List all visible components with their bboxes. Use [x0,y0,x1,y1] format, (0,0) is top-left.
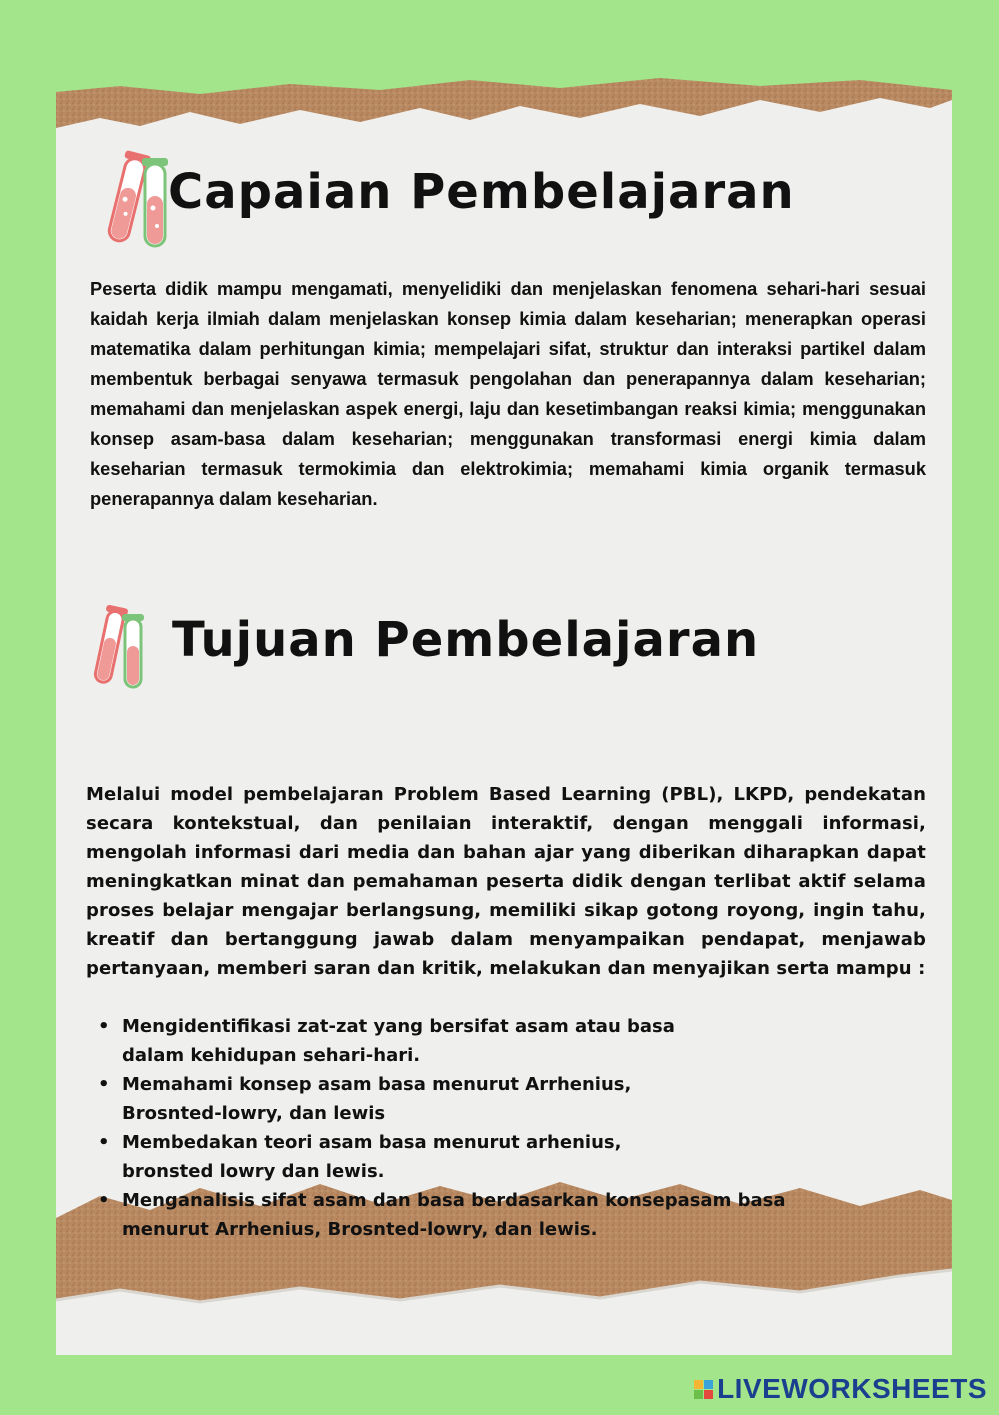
list-item: • Memahami konsep asam basa menurut Arrhenius, Brosnted-lowry, dan lewis [96,1070,856,1128]
test-tubes-icon [100,148,172,252]
test-tubes-icon [90,604,148,690]
tujuan-title: Tujuan Pembelajaran [172,612,760,668]
tujuan-paragraph: Melalui model pembelajaran Problem Based Learning (PBL), LKPD, pendekatan secara kontekstual, dan penilaian interaktif, dengan menggali informasi, mengolah informasi dari media dan bahan ajar yang diberikan diharapkan dapat meningkatkan minat dan pemahaman peserta didik dengan terlibat aktif selama proses belajar mengajar berlangsung, memiliki sikap gotong royong, ingin tahu, kreatif dan bertanggung jawab dalam menyampaikan pendapat, menjawab pertanyaan, memberi saran dan kritik, melakukan dan menyajikan serta mampu : [86,784,926,979]
liveworksheets-logo [694,1373,987,1405]
list-item: • Mengidentifikasi zat-zat yang bersifat asam atau basa dalam kehidupan sehari-hari. [96,1012,856,1070]
capaian-title: Capaian Pembelajaran [168,164,795,220]
goal-list [96,1012,856,1244]
list-item: • Membedakan teori asam basa menurut arhenius, bronsted lowry dan lewis. [96,1128,856,1186]
list-item: • Menganalisis sifat asam dan basa berdasarkan konsepasam basa menurut Arrhenius, Brosnted-lowry, dan lewis. [96,1186,856,1244]
capaian-paragraph: Peserta didik mampu mengamati, menyelidiki dan menjelaskan fenomena sehari-hari sesuai kaidah kerja ilmiah dalam menjelaskan konsep kimia dalam keseharian; menerapkan operasi matematika dalam perhitungan kimia; mempelajari sifat, struktur dan interaksi partikel dalam membentuk berbagai senyawa termasuk pengolahan dan penerapannya dalam keseharian; memahami dan menjelaskan aspek energi, laju dan kesetimbangan reaksi kimia; menggunakan konsep asam-basa dalam keseharian; menggunakan transformasi energi kimia dalam keseharian termasuk termokimia dan elektrokimia; memahami kimia organik termasuk penerapannya dalam keseharian. [90,278,926,509]
brand-name: LIVEWORKSHEETS [717,1373,987,1404]
liveworksheets-mark-icon [694,1380,713,1399]
